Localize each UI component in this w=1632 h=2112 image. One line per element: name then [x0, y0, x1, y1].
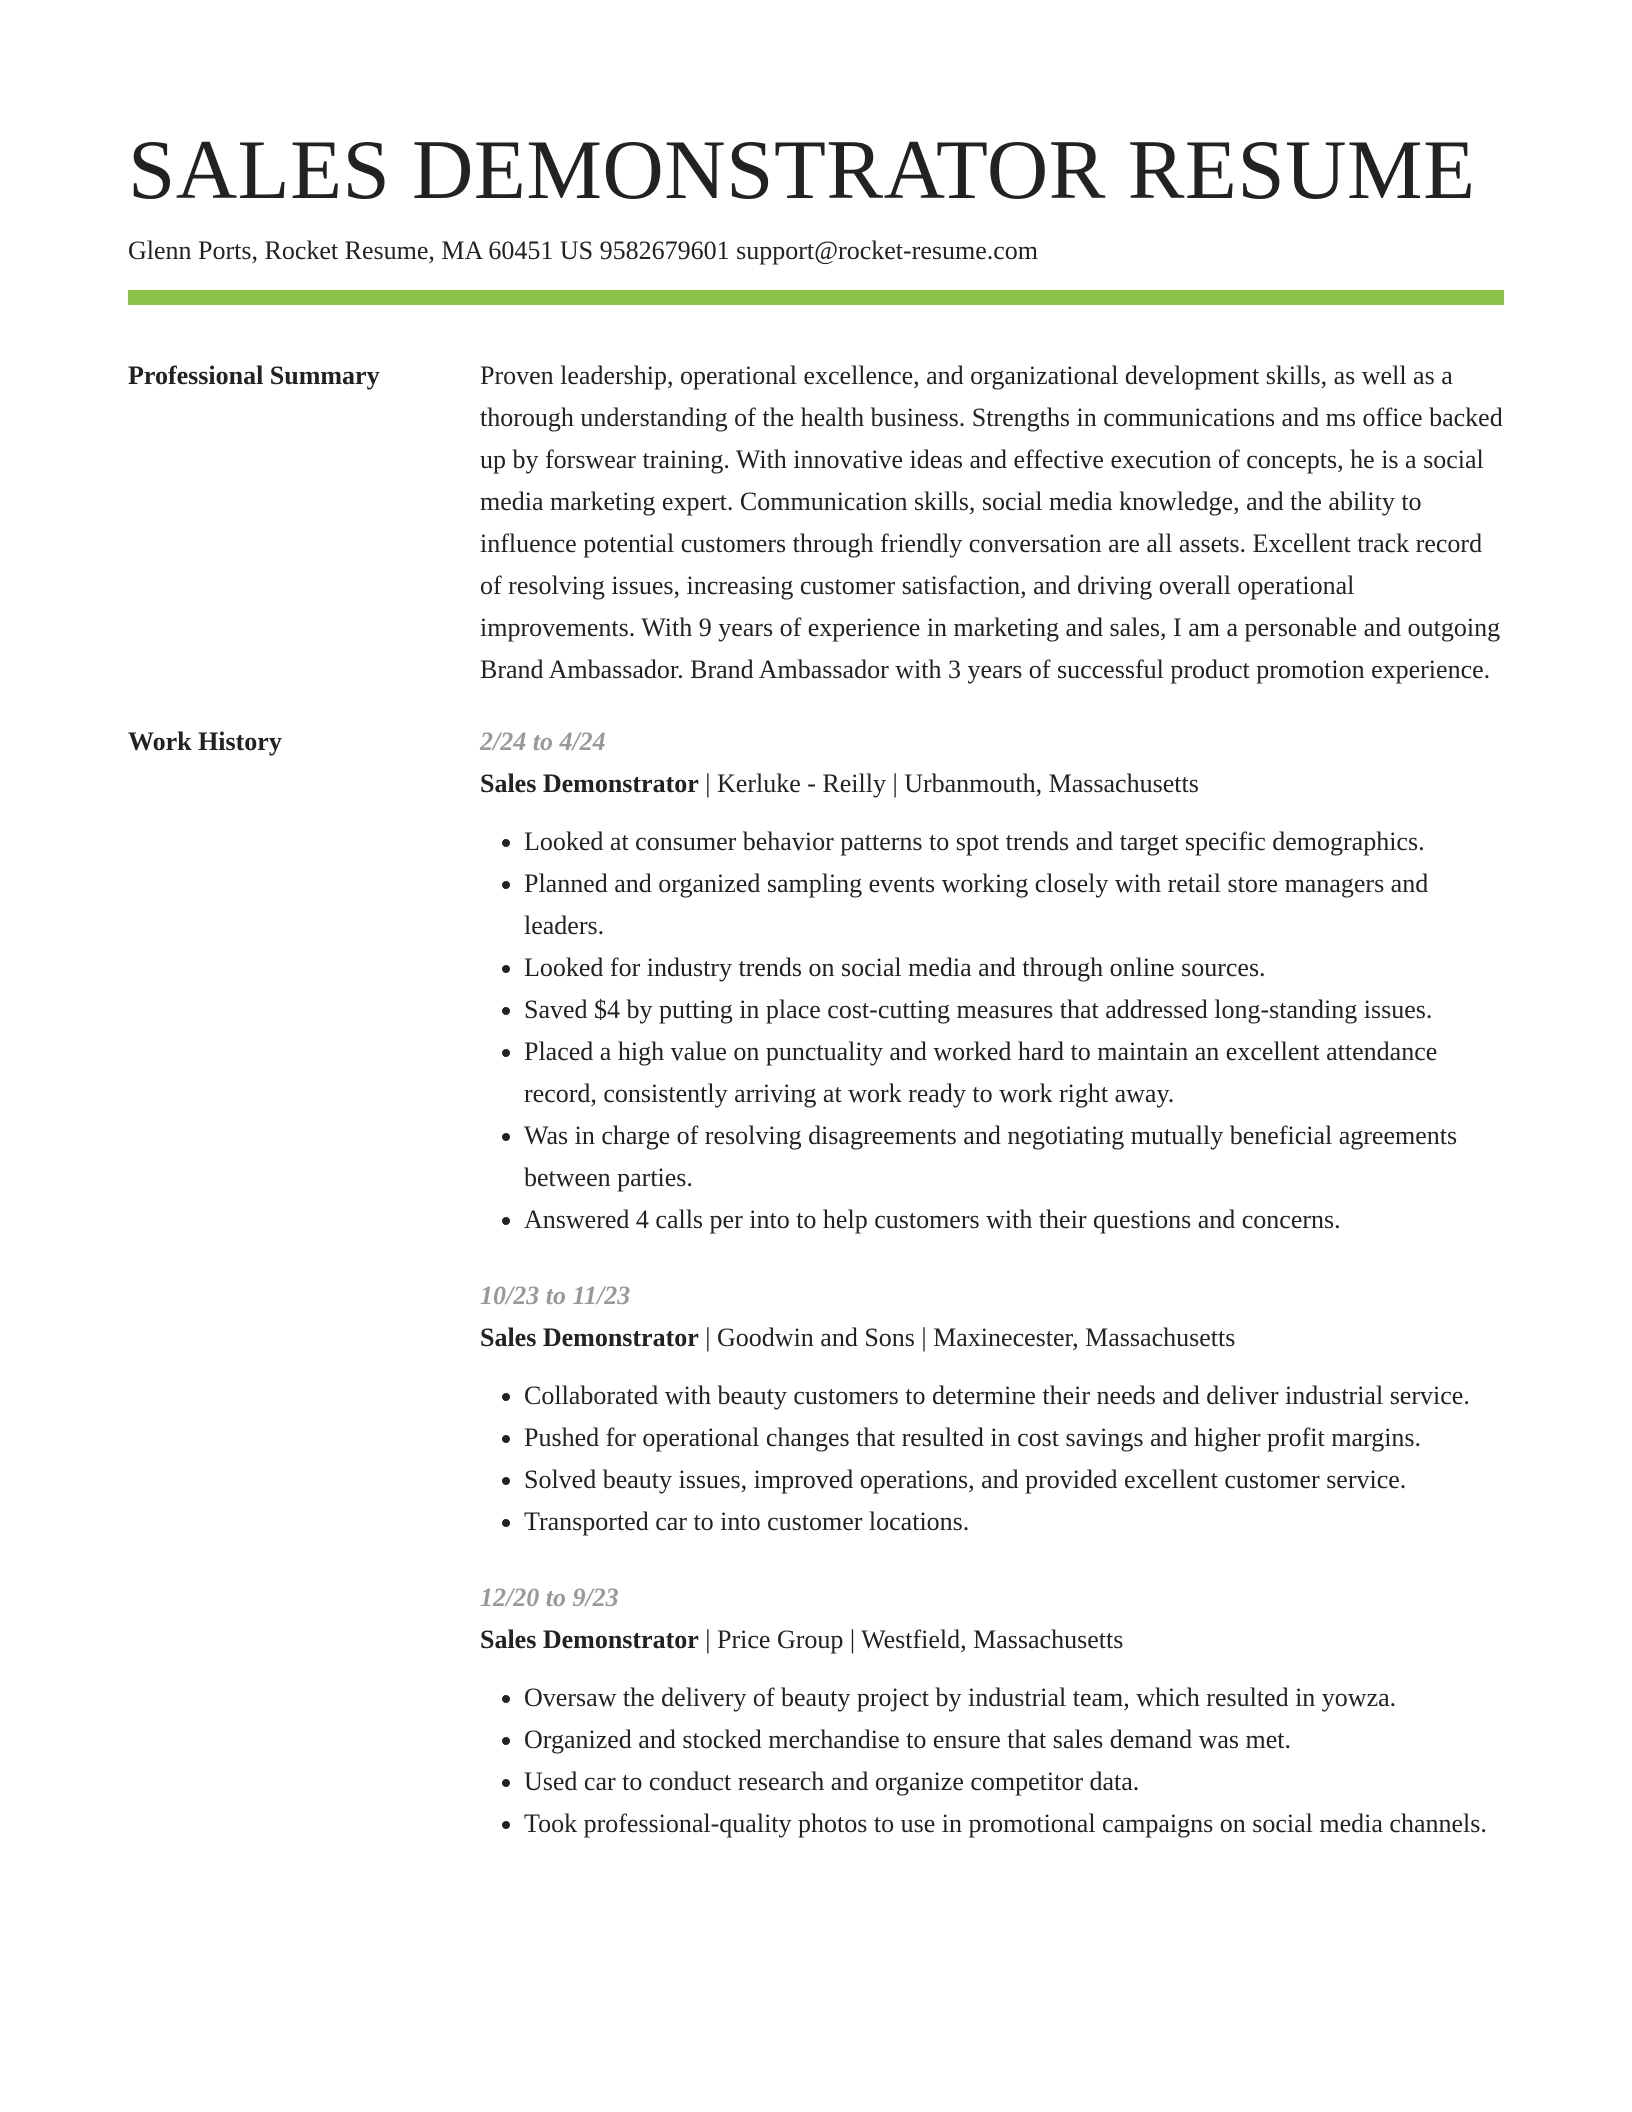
job-company: Goodwin and Sons — [717, 1323, 915, 1352]
bullet-item: • Collaborated with beauty customers to determine their needs and deliver industrial service. — [524, 1375, 1504, 1417]
accent-divider — [128, 290, 1504, 305]
job-list — [480, 721, 1504, 1879]
job-bullets — [480, 1677, 1504, 1845]
job-separator: | — [914, 1323, 934, 1352]
job-separator: | — [843, 1625, 862, 1654]
job-dates: 10/23 to 11/23 — [480, 1281, 631, 1310]
job-header — [480, 1619, 1504, 1661]
job-location: Maxinecester, Massachusetts — [933, 1323, 1236, 1352]
bullet-item: • Took professional-quality photos to use in promotional campaigns on social media channels. — [524, 1803, 1504, 1845]
job-dates: 2/24 to 4/24 — [480, 727, 606, 756]
resume-page — [128, 120, 1504, 1879]
job-separator: | — [698, 1625, 718, 1654]
bullet-item: • Used car to conduct research and organize competitor data. — [524, 1761, 1504, 1803]
job-entry — [480, 1577, 1504, 1845]
job-separator: | — [885, 769, 905, 798]
summary-text: Proven leadership, operational excellence, and organizational development skills, as well as a thorough understanding of the health business. Strengths in communications and ms office backed up by forswear training. With innovative ideas and effective execution of concepts, he is a social media marketing expert. Communication skills, social media knowledge, and the ability to influence potential customers through friendly conversation are all assets. Excellent track record of resolving issues, increasing customer satisfaction, and driving overall operational improvements. With 9 years of experience in marketing and sales, I am a personable and outgoing Brand Ambassador. Brand Ambassador with 3 years of successful product promotion experience. — [480, 361, 1503, 684]
bullet-item: • Placed a high value on punctuality and worked hard to maintain an excellent attendance record, consistently arriving at work ready to work right away. — [524, 1031, 1504, 1115]
bullet-item: • Was in charge of resolving disagreements and negotiating mutually beneficial agreements between parties. — [524, 1115, 1504, 1199]
bullet-item: • Organized and stocked merchandise to ensure that sales demand was met. — [524, 1719, 1504, 1761]
contact-line: Glenn Ports, Rocket Resume, MA 60451 US 9582679601 support@rocket-resume.com — [128, 236, 1039, 265]
job-entry — [480, 1275, 1504, 1543]
bullet-item: • Answered 4 calls per into to help customers with their questions and concerns. — [524, 1199, 1504, 1241]
job-entry — [480, 721, 1504, 1241]
bullet-item: • Looked for industry trends on social media and through online sources. — [524, 947, 1504, 989]
professional-summary-section — [128, 355, 1504, 691]
job-header — [480, 763, 1504, 805]
job-location: Westfield, Massachusetts — [861, 1625, 1124, 1654]
job-dates: 12/20 to 9/23 — [480, 1583, 619, 1612]
section-label: Professional Summary — [128, 361, 380, 390]
bullet-item: • Pushed for operational changes that resulted in cost savings and higher profit margins. — [524, 1417, 1504, 1459]
job-title: Sales Demonstrator — [480, 1625, 699, 1654]
job-location: Urbanmouth, Massachusetts — [904, 769, 1199, 798]
job-header — [480, 1317, 1504, 1359]
job-bullets — [480, 1375, 1504, 1543]
work-history-section — [128, 721, 1504, 1879]
job-title: Sales Demonstrator — [480, 769, 699, 798]
bullet-item: • Transported car to into customer locations. — [524, 1501, 1504, 1543]
job-company: Price Group — [717, 1625, 844, 1654]
bullet-item: • Saved $4 by putting in place cost-cutting measures that addressed long-standing issues. — [524, 989, 1504, 1031]
job-bullets — [480, 821, 1504, 1241]
job-separator: | — [698, 1323, 718, 1352]
section-label: Work History — [128, 727, 282, 756]
job-title: Sales Demonstrator — [480, 1323, 699, 1352]
job-separator: | — [698, 769, 718, 798]
bullet-item: • Oversaw the delivery of beauty project by industrial team, which resulted in yowza. — [524, 1677, 1504, 1719]
bullet-item: • Planned and organized sampling events working closely with retail store managers and leaders. — [524, 863, 1504, 947]
job-company: Kerluke - Reilly — [717, 769, 886, 798]
resume-title: SALES DEMONSTRATOR RESUME — [128, 123, 1476, 217]
bullet-item: • Solved beauty issues, improved operations, and provided excellent customer service. — [524, 1459, 1504, 1501]
bullet-item: • Looked at consumer behavior patterns to spot trends and target specific demographics. — [524, 821, 1504, 863]
